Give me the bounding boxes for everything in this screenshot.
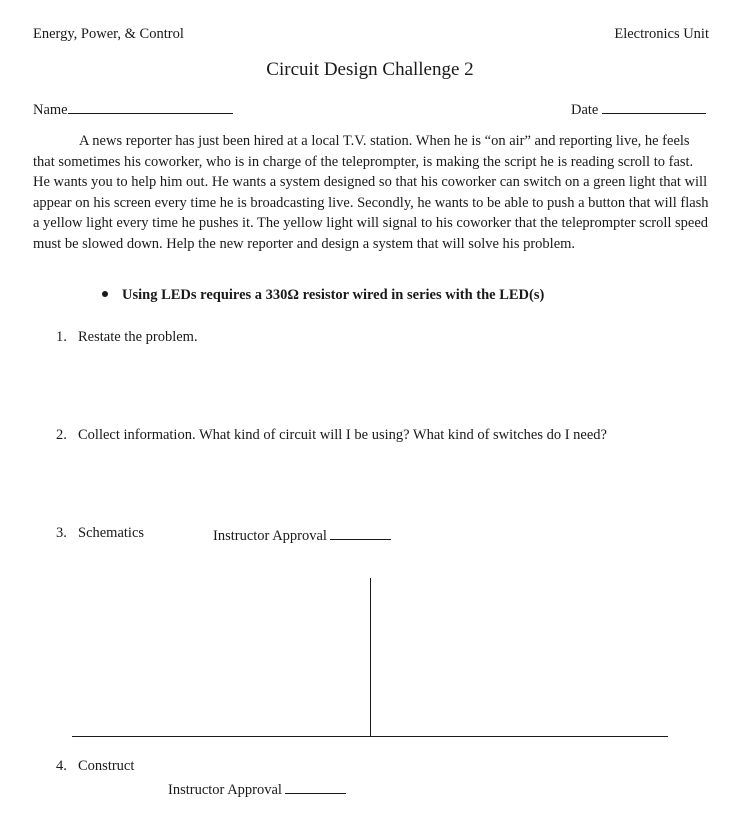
step-text: Restate the problem. (78, 329, 198, 345)
name-field (33, 99, 233, 119)
course-header: Energy, Power, & Control (33, 26, 184, 42)
approval-blank-line (285, 779, 346, 794)
step-number: 4. (56, 758, 67, 774)
bullet-text: Using LEDs requires a 330Ω resistor wired in series with the LED(s) (122, 287, 545, 303)
step-text: Schematics (78, 525, 145, 541)
step-text: Construct (78, 758, 135, 774)
page-title: Circuit Design Challenge 2 (266, 59, 474, 80)
schematic-divider-horizontal (72, 736, 668, 737)
step-number: 1. (56, 329, 67, 345)
step-2 (56, 427, 607, 444)
step-number: 2. (56, 427, 67, 443)
step-3 (56, 525, 144, 542)
step-text: Collect information. What kind of circuit will I be using? What kind of switches do I need? (78, 427, 607, 443)
step-number: 3. (56, 525, 67, 541)
step-1 (56, 329, 198, 346)
led-requirement-bullet (102, 287, 544, 304)
date-label: Date (571, 102, 599, 118)
approval-label: Instructor Approval (168, 782, 282, 798)
name-label: Name (33, 102, 68, 118)
schematic-divider-vertical (370, 578, 371, 737)
step-4 (56, 758, 134, 775)
problem-paragraph: A news reporter has just been hired at a local T.V. station. When he is “on air” and reporting live, he feels that sometimes his coworker, who is in charge of the teleprompter, is making the script he is reading scroll to fast. He wants you to help him out. He wants a system designed so that his coworker can switch on a green light that will appear on his screen every time he is broadcasting live. Secondly, he wants to be able to push a button that will flash a yellow light every time he pushes it. The yellow light will signal to his coworker that the teleprompter scroll speed must be slowed down. Help the new reporter and design a system that will solve his problem. (33, 133, 709, 252)
name-blank-line (68, 99, 233, 114)
date-field (571, 99, 706, 119)
date-blank-line (602, 99, 706, 114)
bullet-dot-icon (102, 291, 108, 297)
construct-approval (168, 779, 346, 799)
unit-header: Electronics Unit (614, 26, 709, 42)
schematics-approval (213, 525, 391, 545)
approval-blank-line (330, 525, 391, 540)
approval-label: Instructor Approval (213, 528, 327, 544)
